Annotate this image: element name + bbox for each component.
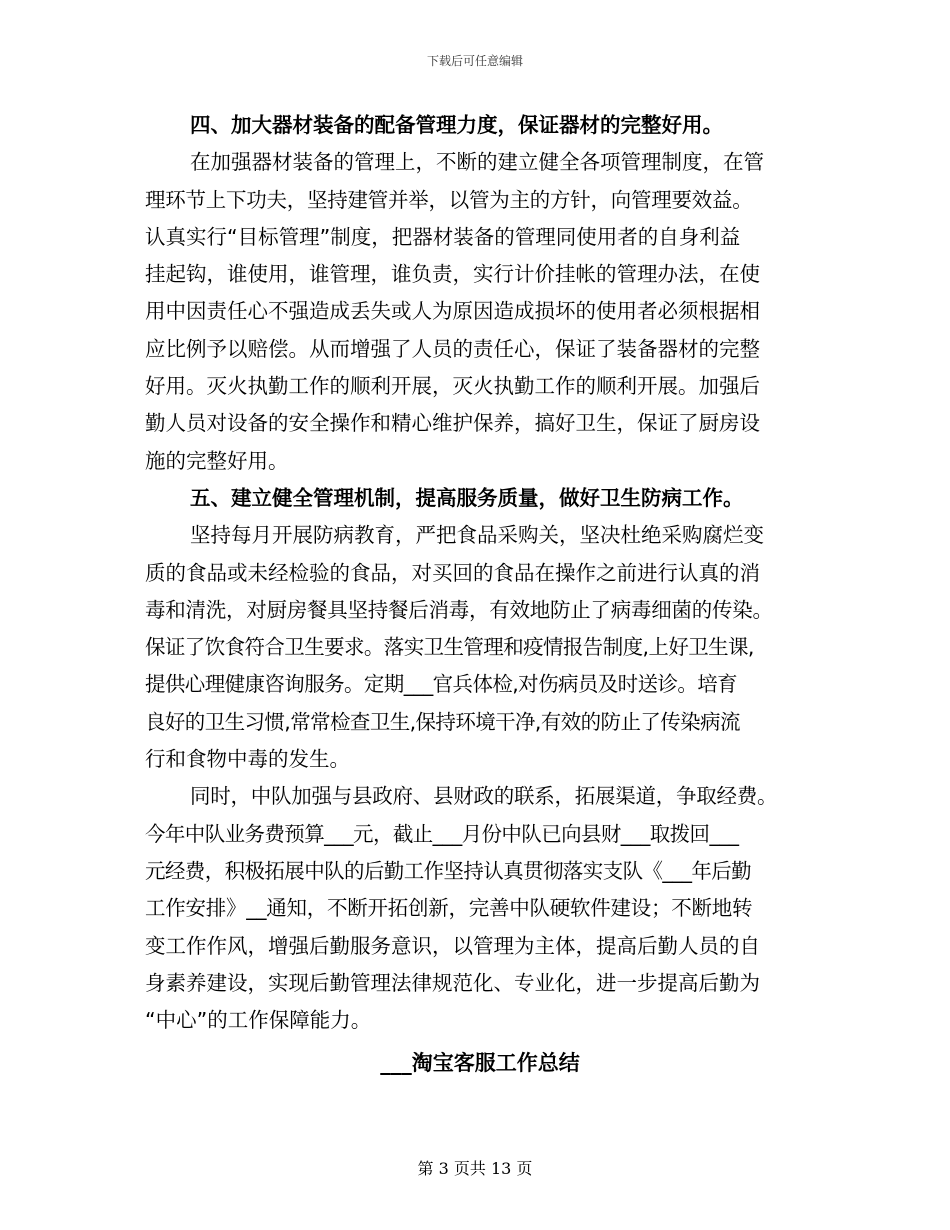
paragraph-line: 好用。灭火执勤工作的顺利开展，灭火执勤工作的顺利开展。加强后 (145, 374, 760, 399)
paragraph-line: 良好的卫生习惯,常常检查卫生,保持环境干净,有效的防止了传染病流 (145, 709, 740, 734)
section-heading-4: 四、加大器材装备的配备管理力度，保证器材的完整好用。 (190, 113, 723, 137)
paragraph-line: 施的完整好用。 (145, 448, 289, 473)
paragraph-line: 身素养建设，实现后勤管理法律规范化、专业化，进一步提高后勤为 (145, 970, 760, 995)
paragraph-line: 认真实行“目标管理”制度，把器材装备的管理同使用者的自身利益 (145, 224, 741, 249)
paragraph-line: 工作安排》__通知，不断开拓创新，完善中队硬软件建设；不断地转 (145, 896, 753, 921)
paragraph-line: 变工作作风，增强后勤服务意识，以管理为主体，提高后勤人员的自 (145, 933, 760, 958)
paragraph-line: 毒和清洗，对厨房餐具坚持餐后消毒，有效地防止了病毒细菌的传染。 (145, 597, 773, 622)
paragraph-line: 今年中队业务费预算___元，截止___月份中队已向县财___取拨回___ (145, 821, 739, 846)
paragraph-line: 在加强器材装备的管理上，不断的建立健全各项管理制度，在管 (190, 150, 764, 175)
page-header: 下载后可任意编辑 (426, 54, 523, 68)
paragraph-line: 提供心理健康咨询服务。定期___官兵体检,对伤病员及时送诊。培育 (145, 672, 738, 697)
paragraph-line: 坚持每月开展防病教育，严把食品采购关，坚决杜绝采购腐烂变 (190, 523, 764, 548)
paragraph-line: 理环节上下功夫，坚持建管并举，以管为主的方针，向管理要效益。 (145, 187, 753, 212)
paragraph-line: 用中因责任心不强造成丢失或人为原因造成损坏的使用者必须根据相 (145, 299, 760, 324)
paragraph-line: 元经费，积极拓展中队的后勤工作坚持认真贯彻落实支队《___年后勤 (145, 858, 752, 883)
section-heading-5: 五、建立健全管理机制，提高服务质量，做好卫生防病工作。 (190, 485, 744, 510)
next-document-title: ___淘宝客服工作总结 (380, 1051, 580, 1076)
paragraph-line: 保证了饮食符合卫生要求。落实卫生管理和疫情报告制度,上好卫生课, (145, 635, 754, 660)
page-footer: 第 3 页共 13 页 (417, 1159, 533, 1178)
paragraph-line: 行和食物中毒的发生。 (145, 747, 350, 772)
paragraph-line: 质的食品或未经检验的食品，对买回的食品在操作之前进行认真的消 (145, 560, 760, 585)
paragraph-line: 应比例予以赔偿。从而增强了人员的责任心，保证了装备器材的完整 (145, 336, 760, 361)
document-body (145, 107, 815, 1083)
paragraph-line: “中心”的工作保障能力。 (145, 1008, 372, 1033)
paragraph-line: 同时，中队加强与县政府、县财政的联系，拓展渠道，争取经费。 (190, 784, 778, 809)
paragraph-line: 勤人员对设备的安全操作和精心维护保养，搞好卫生，保证了厨房设 (145, 411, 760, 436)
paragraph-line: 挂起钩，谁使用，谁管理，谁负责，实行计价挂帐的管理办法，在使 (145, 262, 760, 287)
